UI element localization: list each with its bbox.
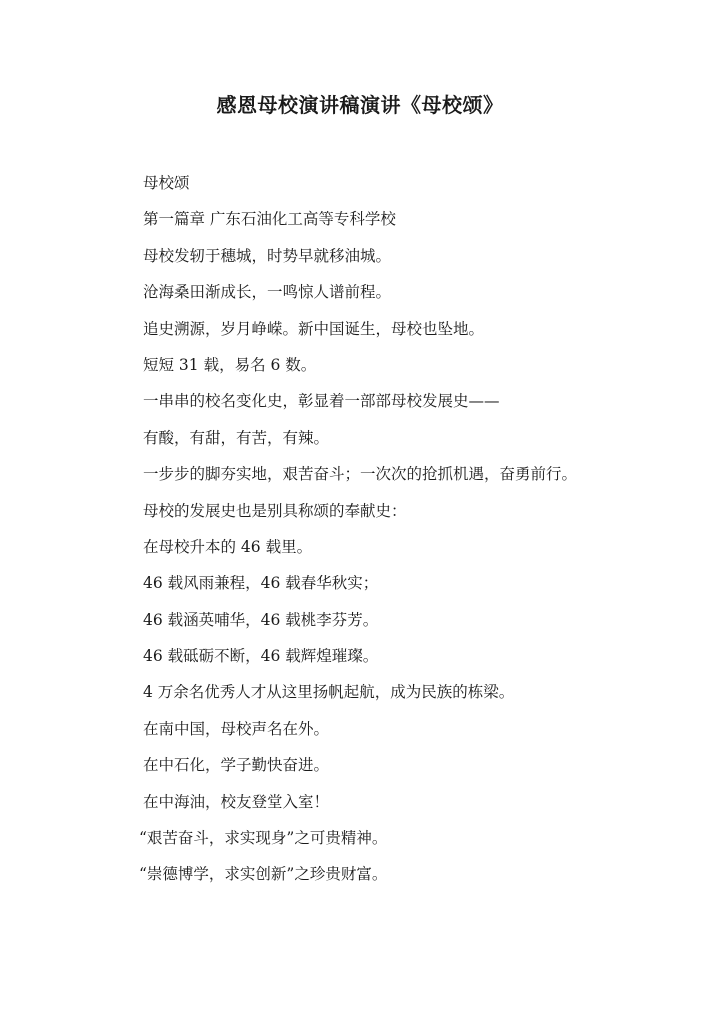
body-line: 有酸，有甜，有苦，有辣。	[143, 428, 330, 447]
body-line: 在中石化，学子勤快奋进。	[143, 756, 330, 775]
body-line: 在母校升本的 46 载里。	[143, 537, 313, 556]
body-line: 短短 31 载，易名 6 数。	[143, 355, 317, 374]
body-line: 46 载涵英哺华，46 载桃李芬芳。	[143, 610, 379, 629]
body-line: 46 载砥砺不断，46 载辉煌璀璨。	[143, 647, 379, 666]
body-line: “艰苦奋斗，求实现身”之可贵精神。	[139, 829, 388, 848]
body-line: 沧海桑田渐成长，一鸣惊人谱前程。	[143, 283, 392, 302]
document-title: 感恩母校演讲稿演讲《母校颂》	[216, 93, 504, 117]
body-line: 第一篇章 广东石油化工高等专科学校	[143, 210, 396, 229]
document-body	[139, 169, 703, 897]
body-line: 在南中国，母校声名在外。	[143, 719, 330, 738]
body-line: 母校发轫于穗城，时势早就移油城。	[143, 246, 392, 265]
body-line: 46 载风雨兼程，46 载春华秋实；	[143, 574, 379, 593]
body-line: “崇德博学，求实创新”之珍贵财富。	[139, 865, 388, 884]
body-line: 母校的发展史也是别具称颂的奉献史：	[143, 501, 407, 520]
body-line: 母校颂	[143, 174, 190, 192]
body-line: 4 万余名优秀人才从这里扬帆起航，成为民族的栋梁。	[143, 683, 515, 702]
body-line: 追史溯源，岁月峥嵘。新中国诞生，母校也坠地。	[143, 319, 485, 338]
body-line: 一串串的校名变化史，彰显着一部部母校发展史——	[143, 392, 500, 411]
body-line: 在中海油，校友登堂入室！	[143, 792, 330, 811]
body-line: 一步步的脚夯实地，艰苦奋斗；一次次的抢抓机遇，奋勇前行。	[143, 465, 578, 484]
